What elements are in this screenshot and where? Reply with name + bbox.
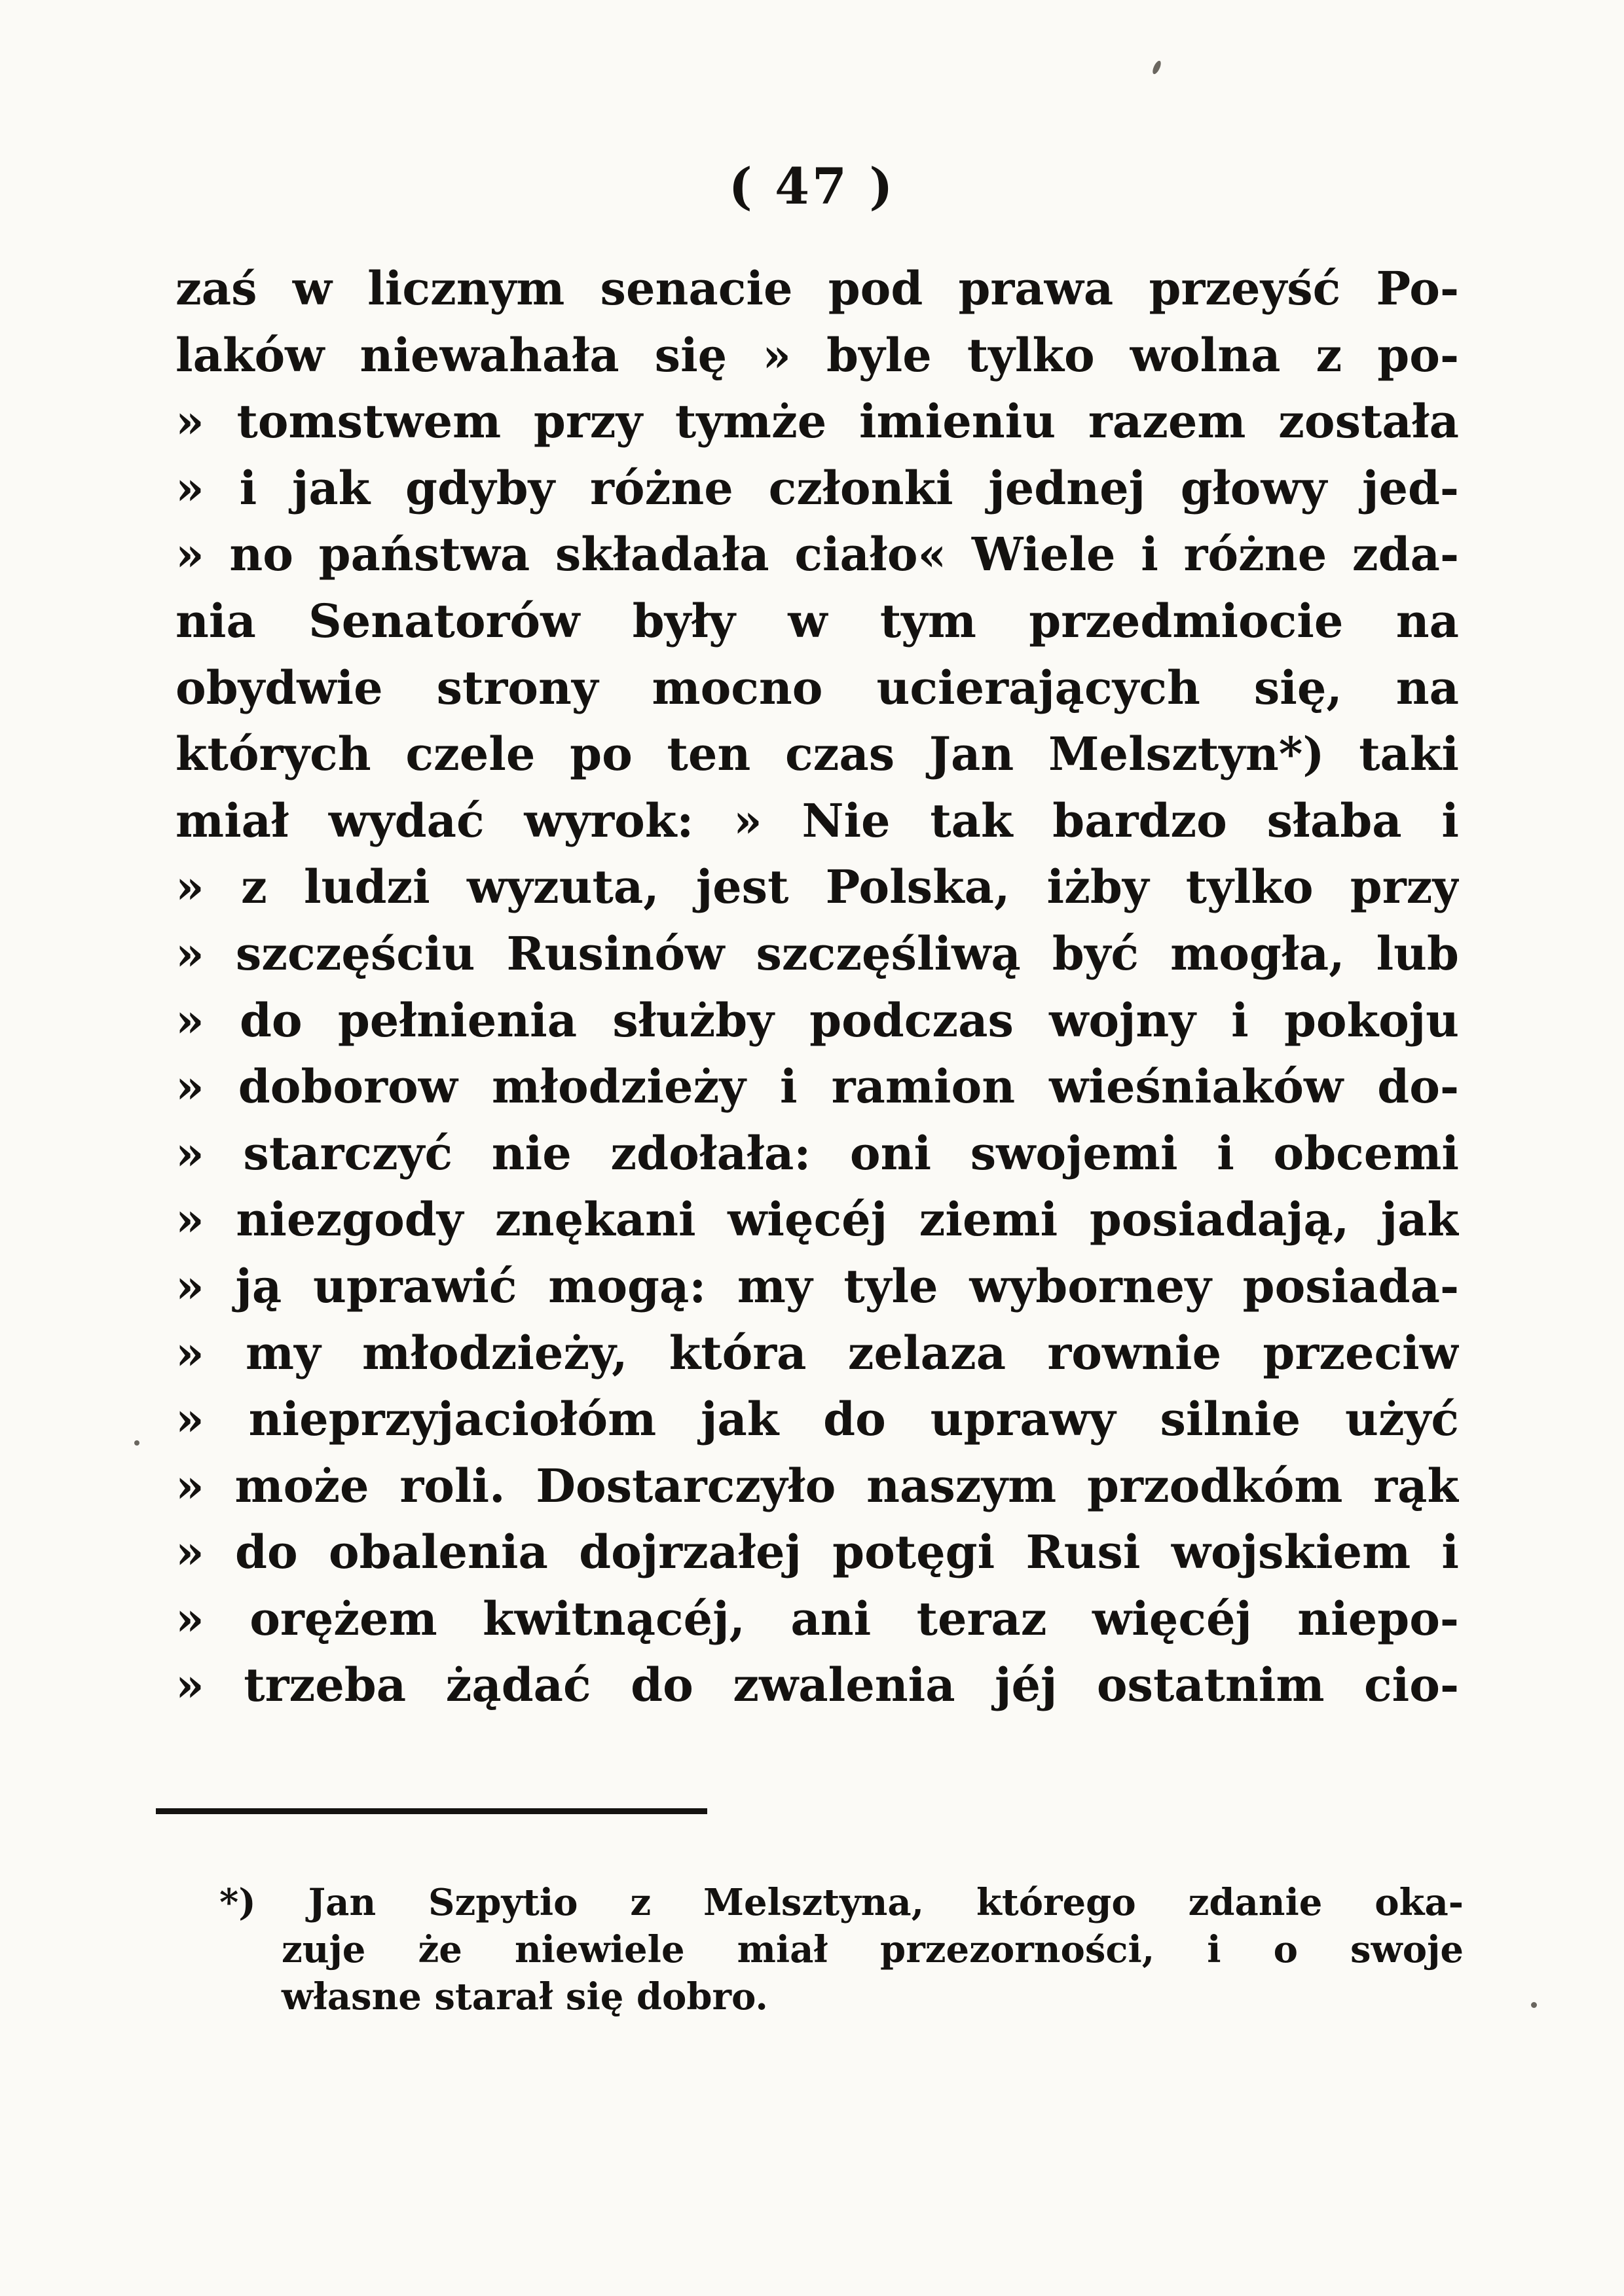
text-line: miał wydać wyrok: » Nie tak bardzo słaba i [175,793,1459,848]
footnote [219,1879,1464,2020]
text-line: » nieprzyjaciołóm jak do uprawy silnie użyć [175,1392,1459,1447]
text-line: » no państwa składała ciało« Wiele i różne zda- [175,527,1459,582]
text-line: » i jak gdyby różne członki jednej głowy jed- [175,460,1459,515]
footnote-divider [156,1808,707,1814]
text-line: » może roli. Dostarczyło naszym przodkóm rąk [175,1458,1459,1513]
text-line: » orężem kwitnącéj, ani teraz więcéj niepo- [175,1591,1459,1646]
text-line: » szczęściu Rusinów szczęśliwą być mogła, lub [175,926,1459,981]
text-line: » ją uprawić mogą: my tyle wyborney posiada- [175,1258,1459,1313]
text-line: nia Senatorów były w tym przedmiocie na [175,593,1459,648]
text-line: » do pełnienia służby podczas wojny i pokoju [175,993,1459,1048]
ink-speck [1531,2002,1537,2008]
text-line: » tomstwem przy tymże imieniu razem została [175,394,1459,449]
text-line: » do obalenia dojrzałej potęgi Rusi wojskiem i [175,1525,1459,1580]
main-text-block [175,255,1459,1719]
text-line: których czele po ten czas Jan Melsztyn*) taki [175,727,1459,782]
text-line: » z ludzi wyzuta, jest Polska, iżby tylko przy [175,860,1459,915]
text-line: » niezgody znękani więcéj ziemi posiadają, jak [175,1192,1459,1247]
footnote-line: własne starał się dobro. [282,1975,768,2018]
footnote-line: *) Jan Szpytio z Melsztyna, którego zdanie oka- [219,1881,1464,1924]
footnote-line: zuje że niewiele miał przezorności, i o swoje [282,1928,1464,1971]
text-line: » my młodzieży, która zelaza rownie przeciw [175,1325,1459,1380]
ink-speck [1151,60,1162,75]
text-line: » doborow młodzieży i ramion wieśniaków do- [175,1059,1459,1114]
text-line: obydwie strony mocno ucierających się, na [175,660,1459,715]
text-line: zaś w licznym senacie pod prawa przeyść Po- [175,261,1459,316]
page-number: ( 47 ) [728,157,896,215]
text-line: laków niewahała się » byle tylko wolna z po- [175,327,1459,382]
ink-speck [134,1440,139,1446]
text-line: » trzeba żądać do zwalenia jéj ostatnim cio- [175,1658,1459,1713]
text-line: » starczyć nie zdołała: oni swojemi i obcemi [175,1125,1459,1180]
